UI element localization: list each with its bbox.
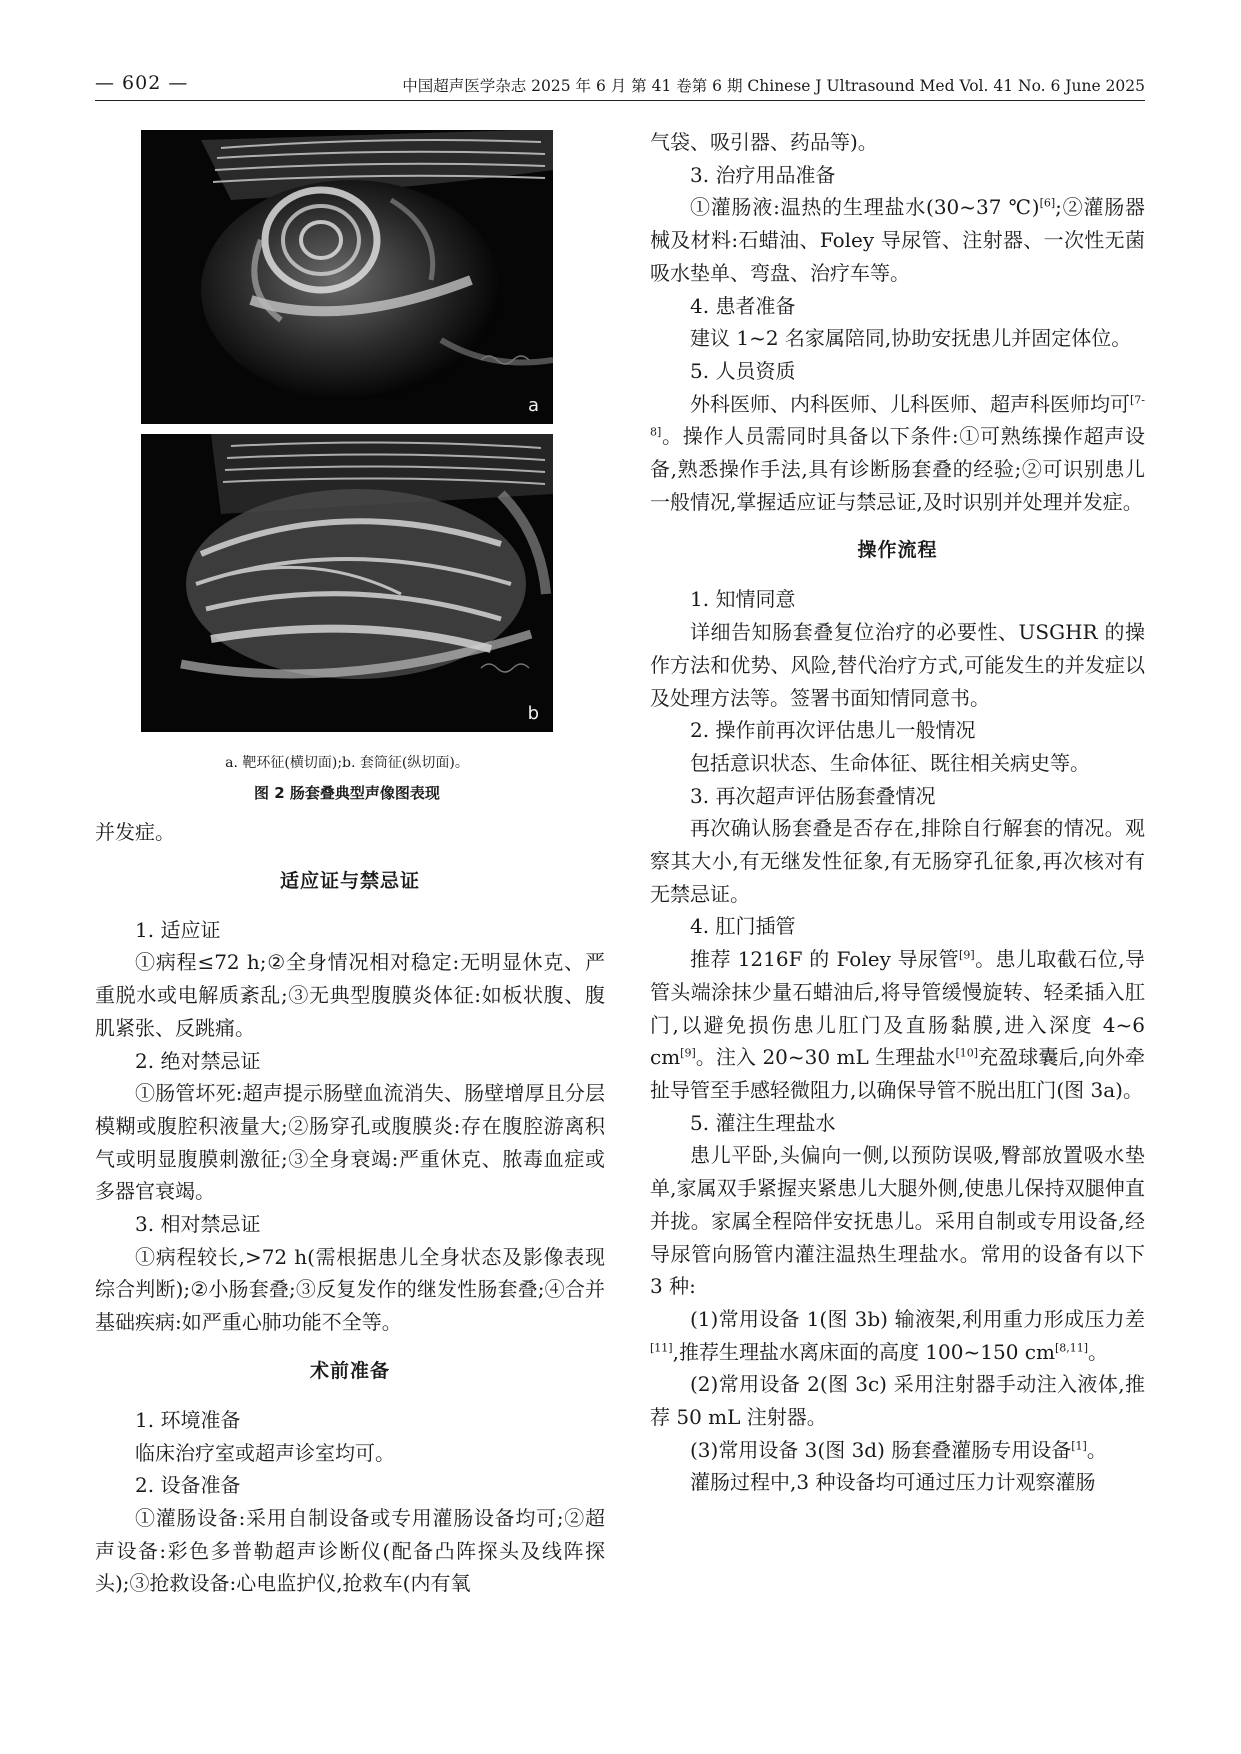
paragraph-treatment-supplies: ①灌肠液:温热的生理盐水(30~37 ℃)[6];②灌肠器械及材料:石蜡油、Foley 导尿管、注射器、一次性无菌吸水垫单、弯盘、治疗车等。 <box>650 195 1145 285</box>
header-rule <box>95 100 1145 101</box>
section-title-indications: 适应证与禁忌证 <box>279 869 420 892</box>
paragraph-equipment: ①灌肠设备:采用自制设备或专用灌肠设备均可;②超声设备:彩色多普勒超声诊断仪(配备凸阵探头及线阵探头);③抢救设备:心电监护仪,抢救车(内有氧 <box>95 1505 605 1596</box>
right-column <box>650 126 1145 1499</box>
left-column <box>95 816 605 1600</box>
subsection-patient-prep: 4. 患者准备 <box>690 293 796 318</box>
paragraph-relative-contraindications: ①病程较长,>72 h(需根据患儿全身状态及影像表现综合判断);②小肠套叠;③反复发作的继发性肠套叠;④合并基础疾病:如严重心肺功能不全等。 <box>95 1244 605 1335</box>
subsection-reassess-ultrasound: 3. 再次超声评估肠套叠情况 <box>690 783 936 808</box>
subsection-absolute-contraindications: 2. 绝对禁忌证 <box>135 1048 261 1073</box>
paragraph-absolute-contraindications: ①肠管坏死:超声提示肠壁血流消失、肠壁增厚且分层模糊或腹腔积液量大;②肠穿孔或腹膜炎:存在腹腔游离积气或明显腹膜刺激征;③全身衰竭:严重休克、脓毒血症或多器官衰竭。 <box>95 1081 605 1204</box>
paragraph-device-1: (1)常用设备 1(图 3b) 输液架,利用重力形成压力差[11],推荐生理盐水离床面的高度 100~150 cm[8,11]。 <box>650 1306 1145 1364</box>
figure-2 <box>141 130 553 803</box>
journal-info: 中国超声医学杂志 2025 年 6 月 第 41 卷第 6 期 Chinese J Ultrasound Med Vol. 41 No. 6 June 2025 <box>402 77 1145 95</box>
subsection-relative-contraindications: 3. 相对禁忌证 <box>135 1212 261 1237</box>
section-title-preoperative: 术前准备 <box>309 1359 390 1382</box>
paragraph-patient-prep: 建议 1~2 名家属陪同,协助安抚患儿并固定体位。 <box>690 326 1132 351</box>
citation[interactable]: [11] <box>650 1340 673 1354</box>
image-label-a: a <box>527 395 539 416</box>
ultrasound-image-b <box>141 434 553 732</box>
subsection-environment: 1. 环境准备 <box>135 1407 241 1432</box>
continued-text: 并发症。 <box>95 820 175 844</box>
subsection-equipment: 2. 设备准备 <box>135 1473 241 1498</box>
paragraph-saline-infusion: 患儿平卧,头偏向一侧,以预防误吸,臀部放置吸水垫单,家属双手紧握夹紧患儿大腿外侧,使患儿保持双腿伸直并拢。家属全程陪伴安抚患儿。采用自制或专用设备,经导尿管向肠管内灌注温热生理盐水。常用的设备有以下 3 种: <box>650 1143 1145 1299</box>
citation[interactable]: [10] <box>955 1046 979 1060</box>
running-header <box>95 72 1145 102</box>
citation[interactable]: [9] <box>680 1046 696 1060</box>
continued-text-right: 气袋、吸引器、药品等)。 <box>650 130 878 154</box>
paragraph-environment: 临床治疗室或超声诊室均可。 <box>135 1440 395 1465</box>
page-number: — 602 — <box>95 72 189 94</box>
citation[interactable]: [8,11] <box>1054 1340 1089 1354</box>
citation[interactable]: [1] <box>1071 1439 1087 1453</box>
target-sign-image <box>141 130 553 424</box>
figure-subcaption: a. 靶环征(横切面);b. 套筒征(纵切面)。 <box>225 755 469 771</box>
subsection-reassess-general: 2. 操作前再次评估患儿一般情况 <box>690 718 976 743</box>
sleeve-sign-image <box>141 434 553 732</box>
paragraph-last-line: 灌肠过程中,3 种设备均可通过压力计观察灌肠 <box>690 1470 1096 1495</box>
citation[interactable]: [7-8] <box>650 392 1146 439</box>
paragraph-anal-intubation: 推荐 1216F 的 Foley 导尿管[9]。患儿取截石位,导管头端涂抹少量石蜡油后,将导管缓慢旋转、轻柔插入肛门,以避免损伤患儿肛门及直肠黏膜,进入深度 4~6 cm[9]。注入 20~30 mL 生理盐水[10]充盈球囊后,向外牵扯导管至手感轻微阻力,以确保导管不脱出肛门(图 3a)。 <box>650 947 1146 1102</box>
paragraph-indications: ①病程≤72 h;②全身情况相对稳定:无明显休克、严重脱水或电解质紊乱;③无典型腹膜炎体征:如板状腹、腹肌紧张、反跳痛。 <box>95 950 605 1040</box>
citation[interactable]: [6] <box>1039 196 1056 210</box>
subsection-anal-intubation: 4. 肛门插管 <box>690 914 796 939</box>
subsection-indications: 1. 适应证 <box>135 917 221 942</box>
paragraph-reassess-ultrasound: 再次确认肠套叠是否存在,排除自行解套的情况。观察其大小,有无继发性征象,有无肠穿孔征象,再次核对有无禁忌证。 <box>650 816 1145 906</box>
paragraph-personnel: 外科医师、内科医师、儿科医师、超声科医师均可[7-8]。操作人员需同时具备以下条件:①可熟练操作超声设备,熟悉操作手法,具有诊断肠套叠的经验;②可识别患儿一般情况,掌握适应证与禁忌证,及时识别并处理并发症。 <box>650 391 1146 514</box>
paragraph-device-2: (2)常用设备 2(图 3c) 采用注射器手动注入液体,推荐 50 mL 注射器。 <box>650 1372 1145 1430</box>
image-label-b: b <box>527 703 539 724</box>
subsection-saline-infusion: 5. 灌注生理盐水 <box>690 1110 836 1135</box>
subsection-personnel: 5. 人员资质 <box>690 358 796 383</box>
paragraph-reassess-general: 包括意识状态、生命体征、既往相关病史等。 <box>690 750 1090 775</box>
paragraph-device-3: (3)常用设备 3(图 3d) 肠套叠灌肠专用设备[1]。 <box>690 1437 1107 1462</box>
ultrasound-image-a <box>141 130 553 424</box>
citation[interactable]: [9] <box>959 948 975 962</box>
paragraph-consent: 详细告知肠套叠复位治疗的必要性、USGHR 的操作方法和优势、风险,替代治疗方式,可能发生的并发症以及处理方法等。签署书面知情同意书。 <box>650 620 1145 710</box>
figure-title: 图 2 肠套叠典型声像图表现 <box>254 784 440 802</box>
subsection-treatment-supplies: 3. 治疗用品准备 <box>690 162 836 187</box>
section-title-procedure: 操作流程 <box>857 539 938 562</box>
subsection-consent: 1. 知情同意 <box>690 587 796 612</box>
